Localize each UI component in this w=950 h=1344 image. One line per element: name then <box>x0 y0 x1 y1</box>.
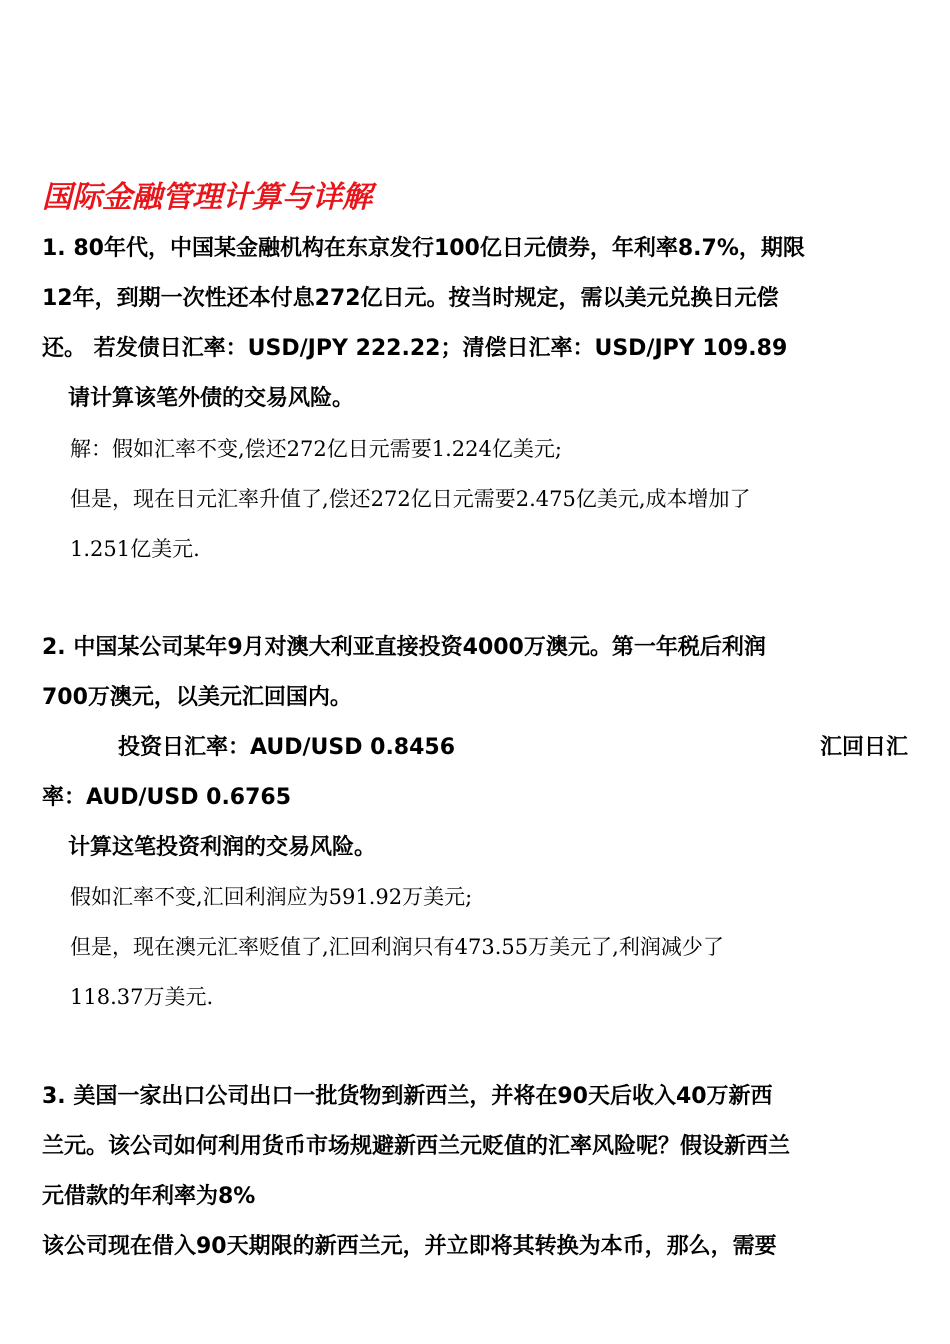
q2-line-2: 700万澳元，以美元汇回国内。 <box>42 685 352 710</box>
q2-return-rate: 率：AUD/USD 0.6765 <box>42 785 292 810</box>
q1-line-1: 1. 80年代，中国某金融机构在东京发行100亿日元债券，年利率8.7%，期限 <box>42 236 805 261</box>
q3-line-3: 元借款的年利率为8% <box>42 1184 256 1209</box>
q2-answer-1: 假如汇率不变,汇回利润应为591.92万美元; <box>70 885 473 909</box>
q2-answer-3: 118.37万美元. <box>70 985 214 1009</box>
q1-question: 请计算该笔外债的交易风险。 <box>68 386 355 411</box>
q2-answer-2: 但是，现在澳元汇率贬值了,汇回利润只有473.55万美元了,利润减少了 <box>70 935 724 959</box>
q1-line-2: 12年，到期一次性还本付息272亿日元。按当时规定，需以美元兑换日元偿 <box>42 286 779 311</box>
q1-answer-2: 但是，现在日元汇率升值了,偿还272亿日元需要2.475亿美元,成本增加了 <box>70 487 751 511</box>
q2-question: 计算这笔投资利润的交易风险。 <box>68 835 377 860</box>
q2-line-1: 2. 中国某公司某年9月对澳大利亚直接投资4000万澳元。第一年税后利润 <box>42 635 766 660</box>
q2-invest-rate: 投资日汇率：AUD/USD 0.8456 <box>118 735 456 760</box>
document-title: 国际金融管理计算与详解 <box>42 180 372 215</box>
q3-line-2: 兰元。该公司如何利用货币市场规避新西兰元贬值的汇率风险呢？假设新西兰 <box>42 1134 791 1159</box>
q2-return-rate-label: 汇回日汇 <box>819 735 908 760</box>
q3-line-1: 3. 美国一家出口公司出口一批货物到新西兰，并将在90天后收入40万新西 <box>42 1084 773 1109</box>
q1-answer-1: 解：假如汇率不变,偿还272亿日元需要1.224亿美元; <box>70 437 562 461</box>
q1-answer-3: 1.251亿美元. <box>70 537 200 561</box>
q3-line-4: 该公司现在借入90天期限的新西兰元，并立即将其转换为本币，那么，需要 <box>42 1234 777 1259</box>
q1-line-3: 还。 若发债日汇率：USD/JPY 222.22；清偿日汇率：USD/JPY 109.89 <box>42 336 788 361</box>
